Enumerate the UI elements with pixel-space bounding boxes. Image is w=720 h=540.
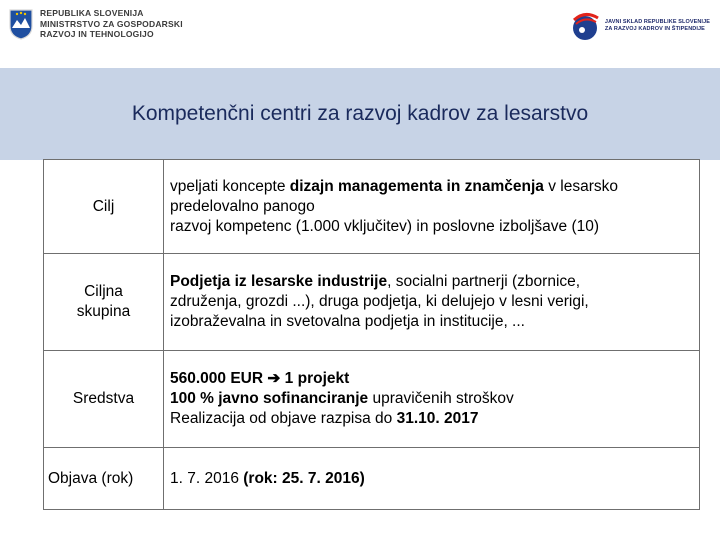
value-text: Realizacija od objave razpisa do: [170, 410, 397, 427]
row-label-line: Ciljna: [84, 283, 123, 300]
value-text: vpeljati koncepte: [170, 177, 290, 195]
value-text: dizajn managementa in znamčenja: [289, 177, 544, 195]
agency-name: [605, 19, 710, 34]
table-row: [44, 160, 700, 254]
value-text: 31.10. 2017: [396, 410, 479, 427]
agency-mark-icon: [568, 8, 602, 44]
value-text: Podjetja iz lesarske industrije: [170, 273, 388, 290]
value-text: (rok: 25. 7. 2016): [243, 469, 365, 487]
value-line: [170, 292, 693, 312]
value-text: , socialni partnerji (zbornice,: [387, 273, 581, 290]
value-text: razvoj kompetenc (1.000 vključitev) in poslovne izboljšave (10): [170, 217, 600, 235]
agency-line: JAVNI SKLAD REPUBLIKE SLOVENIJE: [604, 18, 710, 25]
agency-line: ZA RAZVOJ KADROV IN ŠTIPENDIJE: [604, 26, 705, 32]
table-row: [44, 351, 700, 448]
ministry-name: [40, 8, 183, 40]
arrow-icon: ➔: [267, 370, 281, 387]
value-line: [170, 409, 693, 429]
row-label: Sredstva: [44, 351, 164, 448]
row-value: [164, 448, 700, 510]
info-table: [43, 159, 700, 510]
row-value: [164, 160, 700, 254]
value-text: 560.000 EUR: [170, 370, 268, 387]
agency-logo: [568, 8, 710, 44]
value-line: [170, 469, 693, 489]
row-label-line: skupina: [76, 303, 131, 320]
value-text: 1. 7. 2016: [170, 469, 244, 487]
value-line: [170, 369, 693, 389]
ministry-line: REPUBLIKA SLOVENIJA: [40, 8, 144, 18]
slovenia-crest-icon: [8, 8, 34, 40]
value-text: upravičenih stroškov: [368, 390, 514, 407]
value-text: predelovalno panogo: [170, 197, 315, 215]
value-text: 1 projekt: [280, 370, 350, 387]
row-label: Cilj: [44, 160, 164, 254]
row-label: [44, 254, 164, 351]
page-title: Kompetenčni centri za razvoj kadrov za lesarstvo: [131, 102, 589, 125]
value-line: [170, 217, 693, 237]
table-row: [44, 254, 700, 351]
value-line: [170, 272, 693, 292]
ministry-line: RAZVOJ IN TEHNOLOGIJO: [40, 29, 154, 39]
value-text: združenja, grozdi ...), druga podjetja, ki delujejo v lesni verigi,: [170, 293, 589, 310]
value-text: v lesarsko: [543, 177, 618, 195]
value-text: 100 % javno sofinanciranje: [170, 390, 369, 407]
value-line: [170, 389, 693, 409]
row-value: [164, 351, 700, 448]
title-band: [0, 68, 720, 160]
row-value: [164, 254, 700, 351]
row-label: Objava (rok): [44, 448, 164, 510]
value-line: [170, 312, 693, 332]
value-line: [170, 197, 693, 217]
ministry-logo: [8, 8, 183, 40]
table-row: [44, 448, 700, 510]
value-text: izobraževalna in svetovalna podjetja in institucije, ...: [170, 313, 525, 330]
ministry-line: MINISTRSTVO ZA GOSPODARSKI: [40, 18, 183, 29]
value-line: [170, 177, 693, 197]
